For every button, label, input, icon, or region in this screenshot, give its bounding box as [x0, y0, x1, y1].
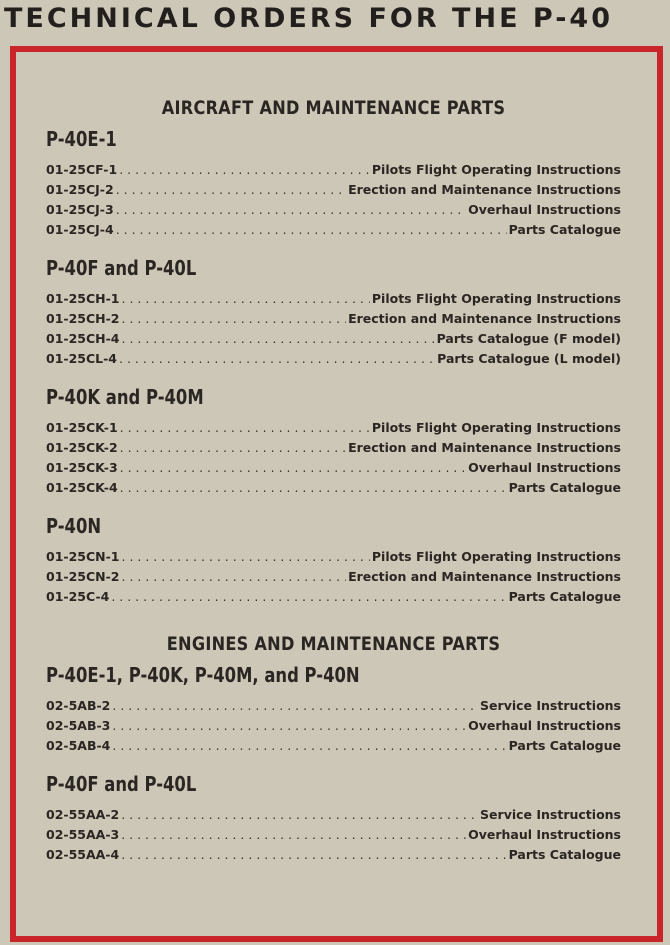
order-description: Service Instructions — [480, 698, 621, 713]
order-entry — [46, 567, 621, 587]
red-border-frame — [10, 46, 663, 942]
page-title: TECHNICAL ORDERS FOR THE P-40 — [4, 3, 614, 34]
model-group — [46, 256, 621, 369]
order-entry — [46, 736, 621, 756]
order-code: 01-25CH-2 — [46, 311, 120, 326]
dot-leader — [121, 825, 466, 845]
order-code: 01-25CK-1 — [46, 420, 118, 435]
order-description: Erection and Maintenance Instructions — [348, 440, 621, 455]
order-code: 02-5AB-3 — [46, 718, 111, 733]
order-code: 02-5AB-4 — [46, 738, 111, 753]
order-entry — [46, 696, 621, 716]
dot-leader — [116, 220, 507, 240]
order-entry — [46, 309, 621, 329]
order-description: Pilots Flight Operating Instructions — [371, 549, 621, 564]
section-spacer — [46, 623, 621, 633]
order-description: Overhaul Instructions — [468, 202, 621, 217]
model-group — [46, 663, 621, 756]
order-code: 01-25CF-1 — [46, 162, 118, 177]
order-description: Service Instructions — [480, 807, 621, 822]
order-description: Parts Catalogue — [508, 738, 621, 753]
model-title: P-40K and P-40M — [46, 385, 204, 409]
order-code: 01-25CL-4 — [46, 351, 118, 366]
order-entry — [46, 289, 621, 309]
order-entry — [46, 825, 621, 845]
order-code: 02-55AA-3 — [46, 827, 120, 842]
model-group — [46, 514, 621, 607]
dot-leader — [122, 309, 347, 329]
dot-leader — [116, 180, 346, 200]
order-entry — [46, 845, 621, 865]
order-code: 01-25C-4 — [46, 589, 110, 604]
order-description: Pilots Flight Operating Instructions — [371, 162, 621, 177]
aircraft-section — [46, 97, 621, 607]
model-group — [46, 385, 621, 498]
order-entry — [46, 418, 621, 438]
order-code: 02-55AA-4 — [46, 847, 120, 862]
dot-leader — [120, 478, 507, 498]
dot-leader — [121, 805, 478, 825]
order-description: Overhaul Instructions — [468, 718, 621, 733]
order-entry — [46, 160, 621, 180]
dot-leader — [116, 200, 466, 220]
order-description: Parts Catalogue — [508, 847, 621, 862]
model-title: P-40N — [46, 514, 102, 538]
order-code: 01-25CH-1 — [46, 291, 120, 306]
order-entry — [46, 478, 621, 498]
dot-leader — [119, 160, 370, 180]
dot-leader — [122, 567, 347, 587]
model-group — [46, 772, 621, 865]
order-description: Parts Catalogue — [508, 222, 621, 237]
model-title: P-40F and P-40L — [46, 256, 197, 280]
order-entry — [46, 220, 621, 240]
order-description: Parts Catalogue — [508, 480, 621, 495]
order-code: 01-25CJ-2 — [46, 182, 114, 197]
model-title: P-40E-1 — [46, 127, 117, 151]
dot-leader — [112, 716, 466, 736]
order-code: 01-25CK-4 — [46, 480, 118, 495]
dot-leader — [120, 418, 370, 438]
order-entry — [46, 329, 621, 349]
dot-leader — [119, 349, 435, 369]
dot-leader — [122, 289, 370, 309]
order-entry — [46, 180, 621, 200]
dot-leader — [120, 438, 346, 458]
order-entry — [46, 349, 621, 369]
order-code: 01-25CH-4 — [46, 331, 120, 346]
order-description: Overhaul Instructions — [468, 460, 621, 475]
order-code: 01-25CK-3 — [46, 460, 118, 475]
order-description: Parts Catalogue (F model) — [436, 331, 621, 346]
order-description: Pilots Flight Operating Instructions — [371, 420, 621, 435]
order-description: Pilots Flight Operating Instructions — [371, 291, 621, 306]
order-entry — [46, 458, 621, 478]
order-code: 02-55AA-2 — [46, 807, 120, 822]
order-description: Erection and Maintenance Instructions — [348, 182, 621, 197]
model-title: P-40E-1, P-40K, P-40M, and P-40N — [46, 663, 360, 687]
dot-leader — [112, 736, 506, 756]
dot-leader — [121, 845, 506, 865]
order-entry — [46, 716, 621, 736]
order-description: Overhaul Instructions — [468, 827, 621, 842]
section-heading: AIRCRAFT AND MAINTENANCE PARTS — [161, 97, 506, 119]
engines-section — [46, 633, 621, 865]
model-title: P-40F and P-40L — [46, 772, 197, 796]
order-code: 01-25CN-1 — [46, 549, 120, 564]
dot-leader — [112, 696, 478, 716]
section-heading: ENGINES AND MAINTENANCE PARTS — [166, 633, 501, 655]
dot-leader — [111, 587, 506, 607]
order-entry — [46, 438, 621, 458]
order-description: Erection and Maintenance Instructions — [348, 569, 621, 584]
dot-leader — [120, 458, 466, 478]
order-code: 01-25CK-2 — [46, 440, 118, 455]
orders-list — [46, 97, 621, 881]
order-entry — [46, 805, 621, 825]
order-description: Parts Catalogue — [508, 589, 621, 604]
order-code: 01-25CJ-4 — [46, 222, 114, 237]
order-description: Erection and Maintenance Instructions — [348, 311, 621, 326]
order-code: 01-25CN-2 — [46, 569, 120, 584]
order-entry — [46, 587, 621, 607]
order-code: 02-5AB-2 — [46, 698, 111, 713]
order-code: 01-25CJ-3 — [46, 202, 114, 217]
order-entry — [46, 547, 621, 567]
order-description: Parts Catalogue (L model) — [437, 351, 621, 366]
dot-leader — [122, 329, 435, 349]
dot-leader — [122, 547, 370, 567]
order-entry — [46, 200, 621, 220]
model-group — [46, 127, 621, 240]
